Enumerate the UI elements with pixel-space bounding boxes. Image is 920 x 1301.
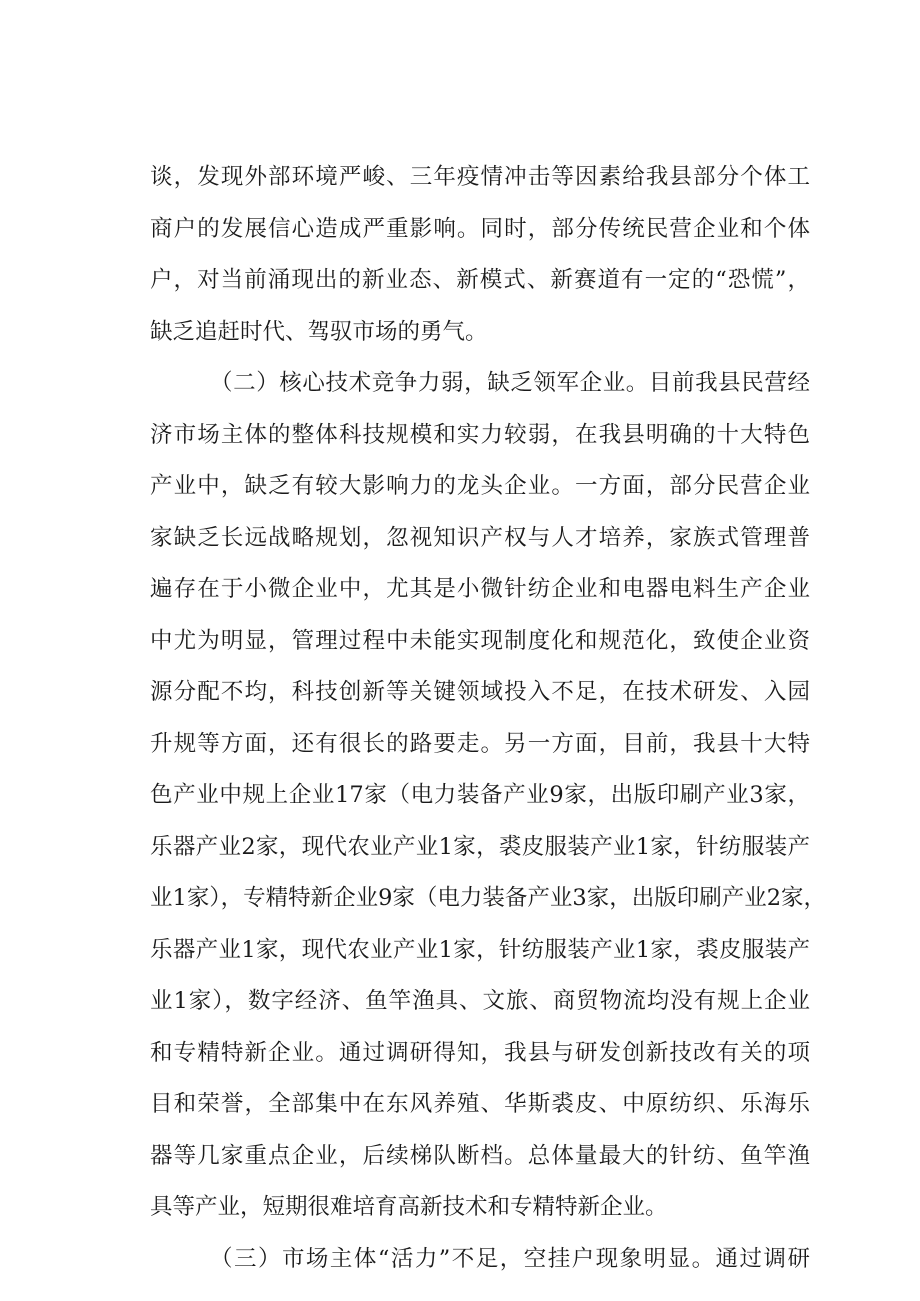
- section-heading-3: （三）市场主体“活力”不足，空挂户现象明显。通过调研: [210, 1245, 810, 1272]
- text-line: 业1家），专精特新企业9家（电力装备产业3家，出版印刷产业2家，: [150, 885, 827, 911]
- text-line: 户，对当前涌现出的新业态、新模式、新赛道有一定的“恐慌”，: [150, 267, 810, 293]
- section-heading-2: （二）核心技术竞争力弱，缺乏领军企业。目前我县民营经: [210, 370, 810, 396]
- text-line: 缺乏追赶时代、驾驭市场的勇气。: [150, 318, 488, 345]
- text-line: 乐器产业2家，现代农业产业1家，裘皮服装产业1家，针纺服装产: [150, 833, 810, 860]
- text-line: 谈，发现外部环境严峻、三年疫情冲击等因素给我县部分个体工: [150, 164, 810, 190]
- text-line: 遍存在于小微企业中，尤其是小微针纺企业和电器电料生产企业: [150, 576, 810, 602]
- text-line: 中尤为明显，管理过程中未能实现制度化和规范化，致使企业资: [150, 627, 810, 654]
- text-line: 升规等方面，还有很长的路要走。另一方面，目前，我县十大特: [150, 730, 810, 757]
- text-line: 家缺乏长远战略规划，忽视知识产权与人才培养，家族式管理普: [150, 524, 810, 551]
- text-line: 业1家），数字经济、鱼竿渔具、文旅、商贸物流均没有规上企业: [150, 988, 810, 1014]
- text-line: 产业中，缺乏有较大影响力的龙头企业。一方面，部分民营企业: [150, 473, 810, 499]
- text-line: 济市场主体的整体科技规模和实力较弱，在我县明确的十大特色: [150, 421, 810, 448]
- text-line: 和专精特新企业。通过调研得知，我县与研发创新技改有关的项: [150, 1039, 810, 1066]
- text-line: 源分配不均，科技创新等关键领域投入不足，在技术研发、入园: [150, 679, 810, 705]
- body-text: [150, 152, 827, 1285]
- text-line: 器等几家重点企业，后续梯队断档。总体量最大的针纺、鱼竿渔: [150, 1142, 810, 1169]
- text-line: 色产业中规上企业17家（电力装备产业9家，出版印刷产业3家，: [150, 782, 810, 808]
- text-line: 具等产业，短期很难培育高新技术和专精特新企业。: [150, 1194, 668, 1220]
- text-line: 乐器产业1家，现代农业产业1家，针纺服装产业1家，裘皮服装产: [150, 936, 810, 963]
- text-line: 目和荣誉，全部集中在东风养殖、华斯裘皮、中原纺织、乐海乐: [150, 1091, 810, 1117]
- text-line: 商户的发展信心造成严重影响。同时，部分传统民营企业和个体: [150, 215, 810, 242]
